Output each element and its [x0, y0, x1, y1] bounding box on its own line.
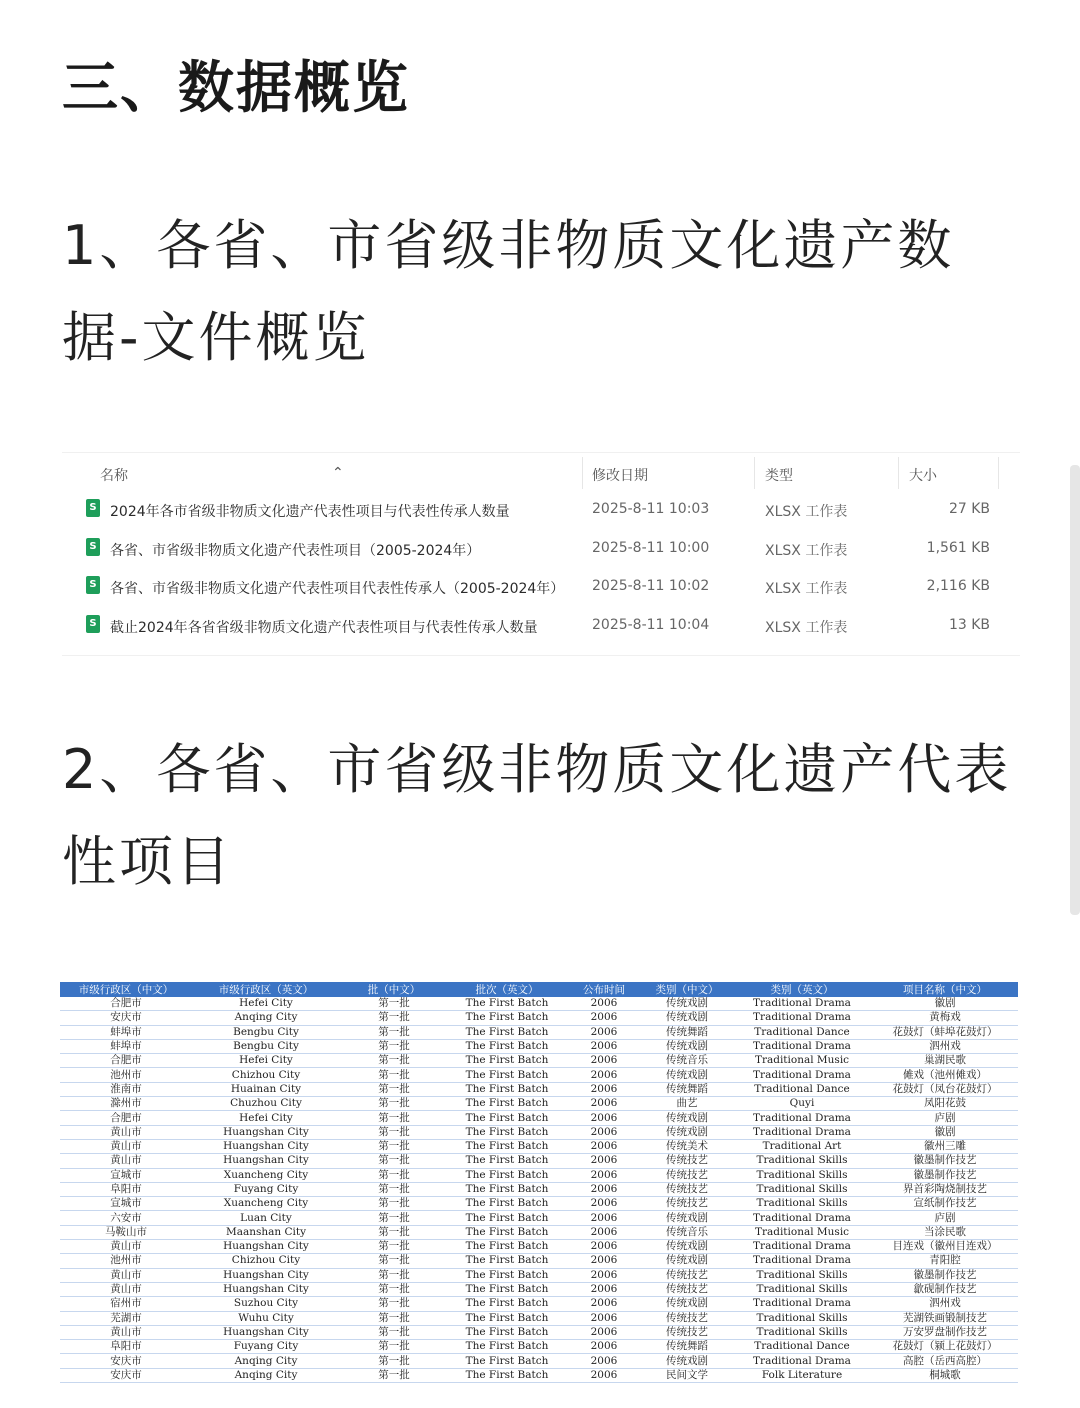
- table-cell: 第一批: [340, 1054, 448, 1068]
- file-type: XLSX 工作表: [765, 581, 848, 597]
- table-cell: 安庆市: [60, 1368, 192, 1382]
- table-cell: Huainan City: [192, 1082, 340, 1096]
- file-date: 2025-8-11 10:02: [592, 578, 710, 594]
- table-cell: 滁州市: [60, 1097, 192, 1111]
- table-cell: The First Batch: [448, 1254, 566, 1268]
- table-cell: 2006: [566, 1025, 642, 1039]
- table-cell: 传统戏剧: [642, 1211, 732, 1225]
- table-cell: 黄山市: [60, 1282, 192, 1296]
- heading-file-overview: 1、各省、市省级非物质文化遗产数据-文件概览: [62, 214, 955, 369]
- sort-up-icon: ⌃: [332, 465, 344, 481]
- table-cell: 第一批: [340, 997, 448, 1011]
- table-cell: 高腔（岳西高腔）: [872, 1354, 1018, 1368]
- table-cell: The First Batch: [448, 1368, 566, 1382]
- table-cell: Traditional Drama: [732, 1254, 872, 1268]
- table-cell: 传统戏剧: [642, 1254, 732, 1268]
- table-cell: 凤阳花鼓: [872, 1097, 1018, 1111]
- column-type-header[interactable]: 类型: [765, 468, 793, 484]
- table-cell: Anqing City: [192, 1354, 340, 1368]
- table-cell: 传统舞蹈: [642, 1340, 732, 1354]
- table-cell: The First Batch: [448, 1268, 566, 1282]
- column-header: 公布时间: [566, 982, 642, 997]
- table-cell: 2006: [566, 1225, 642, 1239]
- table-cell: 目连戏（徽州目连戏）: [872, 1240, 1018, 1254]
- table-cell: 第一批: [340, 1168, 448, 1182]
- table-cell: Huangshan City: [192, 1139, 340, 1153]
- table-cell: 2006: [566, 1282, 642, 1296]
- table-cell: 传统技艺: [642, 1268, 732, 1282]
- table-row: [60, 1297, 1018, 1311]
- table-cell: 2006: [566, 1297, 642, 1311]
- table-cell: 2006: [566, 1340, 642, 1354]
- table-cell: The First Batch: [448, 1111, 566, 1125]
- table-cell: Huangshan City: [192, 1325, 340, 1339]
- table-cell: 界首彩陶烧制技艺: [872, 1182, 1018, 1196]
- table-cell: Traditional Drama: [732, 1039, 872, 1053]
- table-cell: 传统技艺: [642, 1197, 732, 1211]
- table-cell: Traditional Skills: [732, 1311, 872, 1325]
- table-cell: Traditional Drama: [732, 1354, 872, 1368]
- table-cell: 2006: [566, 1368, 642, 1382]
- table-cell: Traditional Drama: [732, 1011, 872, 1025]
- table-cell: Traditional Dance: [732, 1340, 872, 1354]
- table-cell: The First Batch: [448, 1097, 566, 1111]
- table-cell: 黄山市: [60, 1125, 192, 1139]
- table-cell: Traditional Dance: [732, 1082, 872, 1096]
- table-row: [60, 1197, 1018, 1211]
- table-row: [60, 1325, 1018, 1339]
- file-date: 2025-8-11 10:04: [592, 616, 710, 633]
- table-cell: Traditional Drama: [732, 1068, 872, 1082]
- table-cell: 池州市: [60, 1068, 192, 1082]
- table-row: [60, 997, 1018, 1011]
- table-cell: Anqing City: [192, 1011, 340, 1025]
- table-cell: Luan City: [192, 1211, 340, 1225]
- table-cell: Traditional Art: [732, 1139, 872, 1153]
- file-size: 13 KB: [948, 616, 990, 633]
- table-cell: 2006: [566, 1311, 642, 1325]
- table-cell: Huangshan City: [192, 1268, 340, 1282]
- table-cell: The First Batch: [448, 1297, 566, 1311]
- table-cell: 第一批: [340, 1182, 448, 1196]
- table-cell: Quyi: [732, 1097, 872, 1111]
- table-cell: Traditional Skills: [732, 1168, 872, 1182]
- table-cell: 芜湖铁画锻制技艺: [872, 1311, 1018, 1325]
- table-cell: The First Batch: [448, 1325, 566, 1339]
- table-cell: 2006: [566, 1354, 642, 1368]
- table-cell: 第一批: [340, 1139, 448, 1153]
- table-cell: 民间文学: [642, 1368, 732, 1382]
- table-row: [60, 1368, 1018, 1382]
- table-cell: 第一批: [340, 1025, 448, 1039]
- file-row[interactable]: [62, 568, 1020, 606]
- table-cell: The First Batch: [448, 1154, 566, 1168]
- table-cell: 传统舞蹈: [642, 1025, 732, 1039]
- table-cell: Folk Literature: [732, 1368, 872, 1382]
- table-row: [60, 1211, 1018, 1225]
- table-cell: 曲艺: [642, 1097, 732, 1111]
- table-cell: Fuyang City: [192, 1340, 340, 1354]
- file-type: XLSX 工作表: [765, 542, 848, 559]
- table-cell: Traditional Drama: [732, 997, 872, 1011]
- table-cell: 黄山市: [60, 1268, 192, 1282]
- table-cell: 芜湖市: [60, 1311, 192, 1325]
- table-cell: 传统戏剧: [642, 1297, 732, 1311]
- table-cell: 宣纸制作技艺: [872, 1197, 1018, 1211]
- table-row: [60, 1082, 1018, 1096]
- table-cell: 2006: [566, 1097, 642, 1111]
- table-cell: 第一批: [340, 1297, 448, 1311]
- table-cell: Chuzhou City: [192, 1097, 340, 1111]
- file-row[interactable]: [62, 607, 1020, 645]
- table-cell: 2006: [566, 1254, 642, 1268]
- table-row: [60, 1311, 1018, 1325]
- file-size: 2,116 KB: [926, 578, 990, 594]
- table-cell: 传统戏剧: [642, 1068, 732, 1082]
- table-cell: 第一批: [340, 1325, 448, 1339]
- table-cell: 2006: [566, 1154, 642, 1168]
- table-cell: 2006: [566, 1139, 642, 1153]
- table-cell: Traditional Skills: [732, 1325, 872, 1339]
- table-cell: 第一批: [340, 1311, 448, 1325]
- table-cell: Traditional Skills: [732, 1182, 872, 1196]
- table-cell: The First Batch: [448, 1125, 566, 1139]
- table-cell: 徽州三雕: [872, 1139, 1018, 1153]
- table-cell: 万安罗盘制作技艺: [872, 1325, 1018, 1339]
- table-cell: 第一批: [340, 1197, 448, 1211]
- table-cell: 第一批: [340, 1368, 448, 1382]
- table-cell: 花鼓灯（颍上花鼓灯）: [872, 1340, 1018, 1354]
- table-cell: 第一批: [340, 1097, 448, 1111]
- column-header: 类别（英文）: [732, 982, 872, 997]
- file-date: 2025-8-11 10:00: [592, 539, 710, 556]
- table-cell: 传统戏剧: [642, 1111, 732, 1125]
- spreadsheet-icon: S: [86, 538, 100, 556]
- table-cell: The First Batch: [448, 1139, 566, 1153]
- spreadsheet-icon: S: [86, 615, 100, 633]
- table-cell: 传统戏剧: [642, 1011, 732, 1025]
- table-cell: Traditional Music: [732, 1054, 872, 1068]
- table-cell: The First Batch: [448, 1082, 566, 1096]
- table-row: [60, 1011, 1018, 1025]
- table-cell: 阜阳市: [60, 1182, 192, 1196]
- file-name: 2024年各市省级非物质文化遗产代表性项目与代表性传承人数量: [110, 504, 510, 520]
- table-cell: 2006: [566, 1211, 642, 1225]
- table-cell: The First Batch: [448, 1068, 566, 1082]
- table-cell: 第一批: [340, 1039, 448, 1053]
- table-cell: 徽墨制作技艺: [872, 1268, 1018, 1282]
- heritage-table: [60, 982, 1018, 1383]
- table-cell: 徽剧: [872, 1125, 1018, 1139]
- file-type: XLSX 工作表: [765, 619, 848, 636]
- table-row: [60, 1268, 1018, 1282]
- column-header: 市级行政区（中文）: [60, 982, 192, 997]
- table-cell: 2006: [566, 1068, 642, 1082]
- page-scrollbar[interactable]: [1070, 465, 1080, 915]
- table-cell: The First Batch: [448, 1340, 566, 1354]
- table-row: [60, 1254, 1018, 1268]
- table-cell: 第一批: [340, 1354, 448, 1368]
- table-row: [60, 1054, 1018, 1068]
- table-cell: 2006: [566, 1182, 642, 1196]
- table-cell: 第一批: [340, 1225, 448, 1239]
- table-cell: The First Batch: [448, 1025, 566, 1039]
- table-cell: 庐剧: [872, 1211, 1018, 1225]
- column-header: 市级行政区（英文）: [192, 982, 340, 997]
- table-cell: Traditional Drama: [732, 1211, 872, 1225]
- table-cell: Traditional Dance: [732, 1025, 872, 1039]
- file-row[interactable]: [62, 491, 1020, 529]
- table-cell: The First Batch: [448, 1039, 566, 1053]
- table-cell: 宣城市: [60, 1168, 192, 1182]
- table-cell: Traditional Drama: [732, 1111, 872, 1125]
- table-cell: The First Batch: [448, 997, 566, 1011]
- table-cell: Chizhou City: [192, 1068, 340, 1082]
- table-cell: 合肥市: [60, 1054, 192, 1068]
- table-cell: Traditional Music: [732, 1225, 872, 1239]
- table-row: [60, 1111, 1018, 1125]
- table-row: [60, 1125, 1018, 1139]
- table-cell: 当涂民歌: [872, 1225, 1018, 1239]
- file-type: XLSX 工作表: [765, 504, 848, 520]
- table-cell: 徽墨制作技艺: [872, 1168, 1018, 1182]
- table-cell: 2006: [566, 1325, 642, 1339]
- table-cell: Bengbu City: [192, 1025, 340, 1039]
- table-cell: 青阳腔: [872, 1254, 1018, 1268]
- table-cell: 2006: [566, 1268, 642, 1282]
- file-size: 27 KB: [948, 501, 990, 517]
- table-cell: 徽墨制作技艺: [872, 1154, 1018, 1168]
- file-date: 2025-8-11 10:03: [592, 501, 710, 517]
- table-cell: 六安市: [60, 1211, 192, 1225]
- table-cell: 第一批: [340, 1240, 448, 1254]
- table-cell: 第一批: [340, 1268, 448, 1282]
- table-cell: The First Batch: [448, 1240, 566, 1254]
- table-row: [60, 1240, 1018, 1254]
- table-cell: The First Batch: [448, 1211, 566, 1225]
- table-cell: Chizhou City: [192, 1254, 340, 1268]
- table-cell: 2006: [566, 1039, 642, 1053]
- table-cell: 传统技艺: [642, 1311, 732, 1325]
- table-cell: Fuyang City: [192, 1182, 340, 1196]
- table-cell: Wuhu City: [192, 1311, 340, 1325]
- table-cell: 传统技艺: [642, 1325, 732, 1339]
- table-cell: 传统戏剧: [642, 997, 732, 1011]
- spreadsheet-icon: S: [86, 499, 100, 517]
- table-cell: 传统技艺: [642, 1282, 732, 1296]
- table-cell: Huangshan City: [192, 1240, 340, 1254]
- file-size: 1,561 KB: [926, 539, 990, 556]
- table-cell: 传统音乐: [642, 1054, 732, 1068]
- table-cell: Hefei City: [192, 1054, 340, 1068]
- table-cell: 庐剧: [872, 1111, 1018, 1125]
- column-size-header[interactable]: 大小: [909, 468, 937, 484]
- file-name: 截止2024年各省省级非物质文化遗产代表性项目与代表性传承人数量: [110, 619, 538, 636]
- table-cell: 徽剧: [872, 997, 1018, 1011]
- table-cell: 2006: [566, 997, 642, 1011]
- table-cell: 2006: [566, 1168, 642, 1182]
- table-cell: 巢湖民歌: [872, 1054, 1018, 1068]
- section-title: 三、数据概览: [62, 56, 410, 121]
- table-cell: 池州市: [60, 1254, 192, 1268]
- table-cell: 2006: [566, 1054, 642, 1068]
- table-cell: 2006: [566, 1240, 642, 1254]
- table-cell: 第一批: [340, 1011, 448, 1025]
- table-cell: 传统美术: [642, 1139, 732, 1153]
- table-cell: 泗州戏: [872, 1297, 1018, 1311]
- table-row: [60, 1168, 1018, 1182]
- table-cell: 泗州戏: [872, 1039, 1018, 1053]
- table-cell: 2006: [566, 1197, 642, 1211]
- column-header: 批（中文）: [340, 982, 448, 997]
- table-cell: Traditional Skills: [732, 1154, 872, 1168]
- file-name: 各省、市省级非物质文化遗产代表性项目（2005-2024年）: [110, 542, 481, 559]
- table-cell: The First Batch: [448, 1311, 566, 1325]
- table-cell: 黄山市: [60, 1325, 192, 1339]
- column-date-header[interactable]: 修改日期: [592, 468, 648, 484]
- column-name-header[interactable]: 名称: [100, 468, 128, 484]
- file-row[interactable]: [62, 530, 1020, 568]
- table-cell: Traditional Drama: [732, 1297, 872, 1311]
- table-cell: 黄山市: [60, 1240, 192, 1254]
- explorer-header: [62, 453, 1020, 491]
- table-cell: 第一批: [340, 1282, 448, 1296]
- table-cell: Bengbu City: [192, 1039, 340, 1053]
- table-cell: Suzhou City: [192, 1297, 340, 1311]
- table-cell: Traditional Drama: [732, 1125, 872, 1139]
- table-cell: 黄山市: [60, 1139, 192, 1153]
- file-explorer-list: [62, 452, 1020, 656]
- spreadsheet-icon: S: [86, 576, 100, 594]
- column-header: 批次（英文）: [448, 982, 566, 997]
- table-row: [60, 1340, 1018, 1354]
- table-cell: Traditional Skills: [732, 1268, 872, 1282]
- table-cell: 桐城歌: [872, 1368, 1018, 1382]
- table-cell: 马鞍山市: [60, 1225, 192, 1239]
- table-cell: 第一批: [340, 1125, 448, 1139]
- table-cell: 2006: [566, 1125, 642, 1139]
- table-cell: 第一批: [340, 1211, 448, 1225]
- table-cell: Traditional Drama: [732, 1240, 872, 1254]
- table-row: [60, 1182, 1018, 1196]
- table-cell: 传统戏剧: [642, 1240, 732, 1254]
- table-cell: Xuancheng City: [192, 1168, 340, 1182]
- table-cell: The First Batch: [448, 1282, 566, 1296]
- table-cell: 宿州市: [60, 1297, 192, 1311]
- table-cell: Traditional Skills: [732, 1197, 872, 1211]
- table-cell: 花鼓灯（蚌埠花鼓灯）: [872, 1025, 1018, 1039]
- table-cell: 传统技艺: [642, 1168, 732, 1182]
- table-cell: 传统音乐: [642, 1225, 732, 1239]
- table-row: [60, 1025, 1018, 1039]
- table-row: [60, 1068, 1018, 1082]
- table-cell: 安庆市: [60, 1011, 192, 1025]
- table-cell: Hefei City: [192, 997, 340, 1011]
- table-cell: 传统舞蹈: [642, 1082, 732, 1096]
- file-name: 各省、市省级非物质文化遗产代表性项目代表性传承人（2005-2024年）: [110, 581, 565, 597]
- table-row: [60, 1154, 1018, 1168]
- table-row: [60, 1282, 1018, 1296]
- table-header-row: [60, 982, 1018, 997]
- table-row: [60, 1039, 1018, 1053]
- table-cell: 歙砚制作技艺: [872, 1282, 1018, 1296]
- heading-project-list: 2、各省、市省级非物质文化遗产代表性项目: [62, 738, 1012, 893]
- table-cell: Huangshan City: [192, 1154, 340, 1168]
- table-cell: 传统技艺: [642, 1182, 732, 1196]
- table-cell: 第一批: [340, 1068, 448, 1082]
- table-cell: Xuancheng City: [192, 1197, 340, 1211]
- column-header: 类别（中文）: [642, 982, 732, 997]
- table-cell: Huangshan City: [192, 1282, 340, 1296]
- table-cell: Anqing City: [192, 1368, 340, 1382]
- table-cell: 淮南市: [60, 1082, 192, 1096]
- table-cell: The First Batch: [448, 1054, 566, 1068]
- table-cell: The First Batch: [448, 1354, 566, 1368]
- table-cell: 传统戏剧: [642, 1354, 732, 1368]
- table-cell: The First Batch: [448, 1225, 566, 1239]
- table-cell: The First Batch: [448, 1168, 566, 1182]
- table-cell: 传统技艺: [642, 1154, 732, 1168]
- table-cell: 第一批: [340, 1111, 448, 1125]
- table-cell: 花鼓灯（凤台花鼓灯）: [872, 1082, 1018, 1096]
- table-cell: Hefei City: [192, 1111, 340, 1125]
- table-row: [60, 1354, 1018, 1368]
- table-cell: 第一批: [340, 1154, 448, 1168]
- table-cell: 黄山市: [60, 1154, 192, 1168]
- table-cell: Traditional Skills: [732, 1282, 872, 1296]
- table-cell: 第一批: [340, 1340, 448, 1354]
- table-cell: Huangshan City: [192, 1125, 340, 1139]
- table-cell: 2006: [566, 1082, 642, 1096]
- table-cell: 阜阳市: [60, 1340, 192, 1354]
- table-cell: 传统戏剧: [642, 1039, 732, 1053]
- table-cell: 蚌埠市: [60, 1025, 192, 1039]
- table-cell: 安庆市: [60, 1354, 192, 1368]
- table-cell: The First Batch: [448, 1197, 566, 1211]
- table-row: [60, 1139, 1018, 1153]
- table-cell: Maanshan City: [192, 1225, 340, 1239]
- table-cell: 2006: [566, 1111, 642, 1125]
- table-cell: 宣城市: [60, 1197, 192, 1211]
- table-cell: 黄梅戏: [872, 1011, 1018, 1025]
- table-row: [60, 1097, 1018, 1111]
- table-cell: 传统戏剧: [642, 1125, 732, 1139]
- table-cell: 合肥市: [60, 997, 192, 1011]
- table-cell: 第一批: [340, 1082, 448, 1096]
- table-cell: 傩戏（池州傩戏）: [872, 1068, 1018, 1082]
- table-cell: The First Batch: [448, 1011, 566, 1025]
- spreadsheet-preview: [60, 982, 1018, 1381]
- table-row: [60, 1225, 1018, 1239]
- table-cell: 蚌埠市: [60, 1039, 192, 1053]
- table-cell: 合肥市: [60, 1111, 192, 1125]
- table-cell: The First Batch: [448, 1182, 566, 1196]
- column-header: 项目名称（中文）: [872, 982, 1018, 997]
- table-cell: 2006: [566, 1011, 642, 1025]
- table-cell: 第一批: [340, 1254, 448, 1268]
